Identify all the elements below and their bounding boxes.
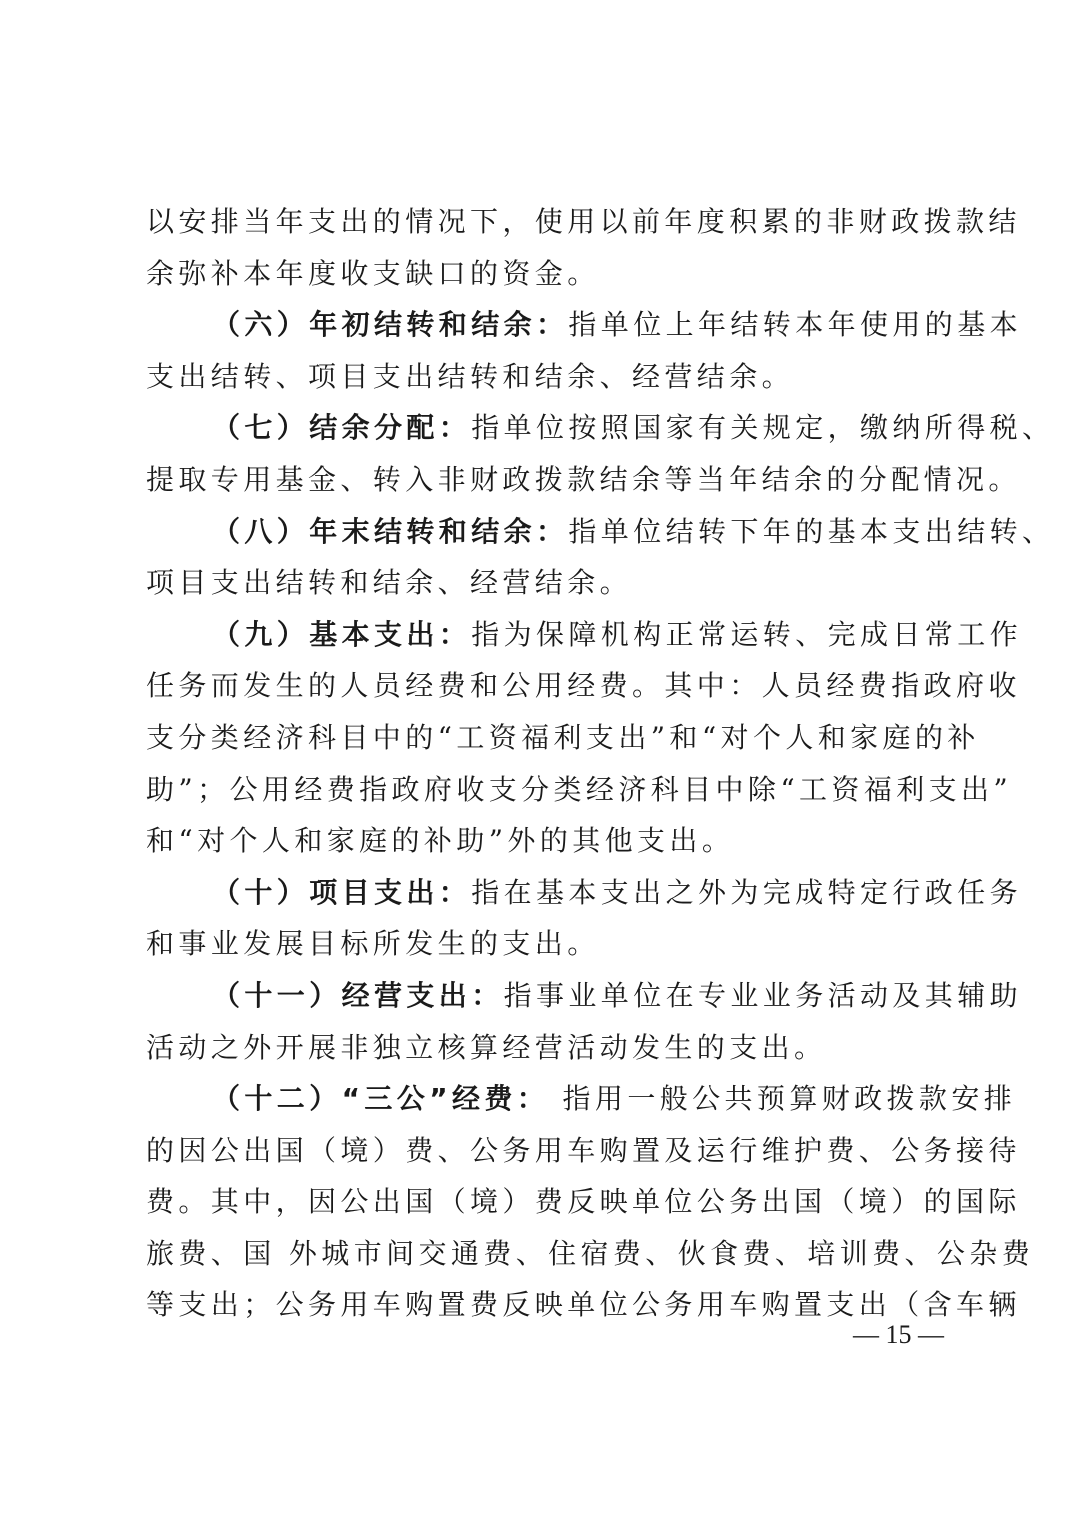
text-line: 余弥补本年度收支缺口的资金。 (146, 256, 600, 290)
text-line: 助”；公用经费指政府收支分类经济科目中除“工资福利支出” (146, 772, 1013, 806)
definition-text: 指单位上年结转本年使用的基本 (568, 308, 1023, 342)
paragraph-first-line (146, 970, 1023, 1022)
paragraph-first-line (146, 1073, 1017, 1125)
term-heading: （七）结余分配： (212, 411, 472, 445)
text-line: 旅费、国 外城市间交通费、住宿费、伙食费、培训费、公杂费 (146, 1236, 1035, 1270)
text-line: 提取专用基金、转入非财政拨款结余等当年结余的分配情况。 (146, 462, 1021, 496)
text-line: 支出结转、项目支出结转和结余、经营结余。 (146, 359, 795, 393)
term-heading: （十）项目支出： (212, 875, 472, 909)
paragraph-first-line (146, 506, 1055, 558)
text-line: 活动之外开展非独立核算经营活动发生的支出。 (146, 1030, 827, 1064)
paragraph-first-line (146, 402, 1055, 454)
text-line: 费。其中，因公出国（境）费反映单位公务出国（境）的国际 (146, 1185, 1021, 1219)
term-heading: （八）年末结转和结余： (212, 514, 569, 548)
text-line: 和事业发展目标所发生的支出。 (146, 927, 600, 961)
text-line: 任务而发生的人员经费和公用经费。其中：人员经费指政府收 (146, 669, 1021, 703)
text-line: 和“对个人和家庭的补助”外的其他支出。 (146, 824, 735, 858)
definition-text: 指为保障机构正常运转、完成日常工作 (471, 617, 1023, 651)
paragraph-first-line (146, 299, 1023, 351)
definition-text: 指用一般公共预算财政拨款安排 (549, 1082, 1017, 1116)
paragraph-first-line (146, 867, 1023, 919)
term-heading: （十二）“三公”经费： (212, 1082, 550, 1116)
definition-text: 指在基本支出之外为完成特定行政任务 (471, 875, 1023, 909)
definition-text: 指单位按照国家有关规定，缴纳所得税、 (471, 411, 1055, 445)
paragraph-first-line (146, 609, 1023, 661)
definition-text: 指单位结转下年的基本支出结转、 (568, 514, 1055, 548)
text-line: 等支出；公务用车购置费反映单位公务用车购置支出（含车辆 (146, 1288, 1021, 1322)
page-number: — 15 — (853, 1320, 944, 1349)
text-line: 项目支出结转和结余、经营结余。 (146, 566, 633, 600)
text-line: 的因公出国（境）费、公务用车购置及运行维护费、公务接待 (146, 1133, 1021, 1167)
text-line: 支分类经济科目中的“工资福利支出”和“对个人和家庭的补 (146, 720, 980, 754)
term-heading: （九）基本支出： (212, 617, 472, 651)
body-text (146, 196, 1055, 1331)
definition-text: 指事业单位在专业业务活动及其辅助 (503, 978, 1023, 1012)
text-line: 以安排当年支出的情况下，使用以前年度积累的非财政拨款结 (146, 205, 1021, 238)
term-heading: （十一）经营支出： (212, 978, 504, 1012)
term-heading: （六）年初结转和结余： (212, 308, 569, 342)
